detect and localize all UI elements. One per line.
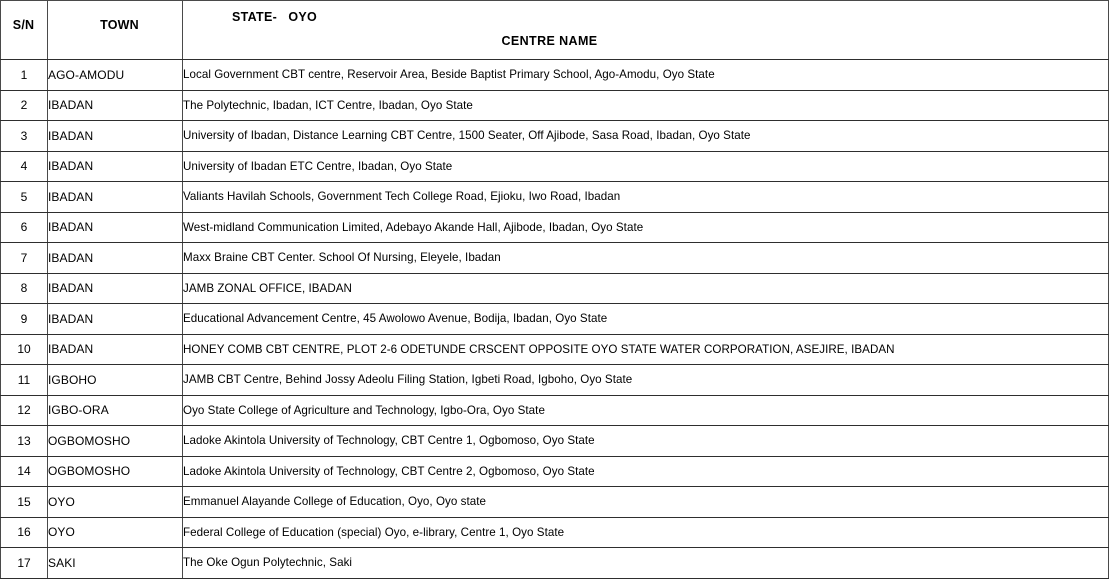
cell-town: OYO bbox=[48, 487, 183, 518]
cell-town: IGBO-ORA bbox=[48, 395, 183, 426]
cell-sn: 17 bbox=[1, 548, 48, 579]
cell-town: IBADAN bbox=[48, 212, 183, 243]
cell-sn: 15 bbox=[1, 487, 48, 518]
table-row bbox=[1, 517, 1109, 548]
table-row bbox=[1, 456, 1109, 487]
cell-town: OYO bbox=[48, 517, 183, 548]
cell-town: IBADAN bbox=[48, 151, 183, 182]
cell-sn: 12 bbox=[1, 395, 48, 426]
cell-centre-name: The Oke Ogun Polytechnic, Saki bbox=[183, 548, 1109, 579]
cell-town: SAKI bbox=[48, 548, 183, 579]
cell-sn: 10 bbox=[1, 334, 48, 365]
column-header-sn-label: S/N bbox=[12, 18, 35, 32]
column-header-sn bbox=[1, 1, 48, 60]
cell-centre-name: JAMB CBT Centre, Behind Jossy Adeolu Filing Station, Igbeti Road, Igboho, Oyo State bbox=[183, 365, 1109, 396]
table-row bbox=[1, 121, 1109, 152]
cell-sn: 1 bbox=[1, 60, 48, 91]
cell-sn: 8 bbox=[1, 273, 48, 304]
table-body bbox=[1, 60, 1109, 579]
cell-centre-name: Local Government CBT centre, Reservoir Area, Beside Baptist Primary School, Ago-Amodu, Oyo State bbox=[183, 60, 1109, 91]
cell-town: IBADAN bbox=[48, 121, 183, 152]
cell-town: OGBOMOSHO bbox=[48, 426, 183, 457]
cell-town: IBADAN bbox=[48, 243, 183, 274]
cell-centre-name: Oyo State College of Agriculture and Technology, Igbo-Ora, Oyo State bbox=[183, 395, 1109, 426]
table-row bbox=[1, 90, 1109, 121]
cell-town: OGBOMOSHO bbox=[48, 456, 183, 487]
table-row bbox=[1, 334, 1109, 365]
table-row bbox=[1, 487, 1109, 518]
table-row bbox=[1, 243, 1109, 274]
cell-centre-name: University of Ibadan, Distance Learning CBT Centre, 1500 Seater, Off Ajibode, Sasa Road, Ibadan, Oyo State bbox=[183, 121, 1109, 152]
cell-sn: 3 bbox=[1, 121, 48, 152]
cell-centre-name: Maxx Braine CBT Center. School Of Nursing, Eleyele, Ibadan bbox=[183, 243, 1109, 274]
column-header-town bbox=[48, 1, 183, 60]
cell-sn: 5 bbox=[1, 182, 48, 213]
cell-sn: 11 bbox=[1, 365, 48, 396]
cell-town: IBADAN bbox=[48, 90, 183, 121]
cell-town: IBADAN bbox=[48, 334, 183, 365]
table-row bbox=[1, 273, 1109, 304]
table-row bbox=[1, 212, 1109, 243]
cell-centre-name: HONEY COMB CBT CENTRE, PLOT 2-6 ODETUNDE CRSCENT OPPOSITE OYO STATE WATER CORPORATION, ASEJIRE, IBADAN bbox=[183, 334, 1109, 365]
cell-centre-name: Ladoke Akintola University of Technology, CBT Centre 2, Ogbomoso, Oyo State bbox=[183, 456, 1109, 487]
table-row bbox=[1, 395, 1109, 426]
column-header-centre-name bbox=[183, 1, 1109, 60]
cell-centre-name: The Polytechnic, Ibadan, ICT Centre, Ibadan, Oyo State bbox=[183, 90, 1109, 121]
cell-town: AGO-AMODU bbox=[48, 60, 183, 91]
cell-town: IBADAN bbox=[48, 304, 183, 335]
cell-centre-name: Emmanuel Alayande College of Education, Oyo, Oyo state bbox=[183, 487, 1109, 518]
cell-centre-name: JAMB ZONAL OFFICE, IBADAN bbox=[183, 273, 1109, 304]
cell-sn: 9 bbox=[1, 304, 48, 335]
cell-town: IBADAN bbox=[48, 182, 183, 213]
cell-centre-name: Federal College of Education (special) Oyo, e-library, Centre 1, Oyo State bbox=[183, 517, 1109, 548]
cell-centre-name: West-midland Communication Limited, Adebayo Akande Hall, Ajibode, Ibadan, Oyo State bbox=[183, 212, 1109, 243]
table-row bbox=[1, 60, 1109, 91]
cell-centre-name: Valiants Havilah Schools, Government Tech College Road, Ejioku, Iwo Road, Ibadan bbox=[183, 182, 1109, 213]
cell-centre-name: Ladoke Akintola University of Technology, CBT Centre 1, Ogbomoso, Oyo State bbox=[183, 426, 1109, 457]
cell-centre-name: Educational Advancement Centre, 45 Awolowo Avenue, Bodija, Ibadan, Oyo State bbox=[183, 304, 1109, 335]
cell-town: IBADAN bbox=[48, 273, 183, 304]
cell-town: IGBOHO bbox=[48, 365, 183, 396]
table-row bbox=[1, 548, 1109, 579]
header-row bbox=[1, 1, 1109, 60]
state-heading: STATE- OYO bbox=[232, 10, 318, 24]
cell-sn: 13 bbox=[1, 426, 48, 457]
table-row bbox=[1, 182, 1109, 213]
cell-sn: 6 bbox=[1, 212, 48, 243]
cell-sn: 14 bbox=[1, 456, 48, 487]
table-row bbox=[1, 304, 1109, 335]
table-row bbox=[1, 365, 1109, 396]
cell-sn: 7 bbox=[1, 243, 48, 274]
cell-sn: 2 bbox=[1, 90, 48, 121]
cell-sn: 4 bbox=[1, 151, 48, 182]
column-header-centre-name-label: CENTRE NAME bbox=[501, 34, 598, 48]
column-header-town-label: TOWN bbox=[100, 18, 139, 32]
table-row bbox=[1, 426, 1109, 457]
cell-centre-name: University of Ibadan ETC Centre, Ibadan, Oyo State bbox=[183, 151, 1109, 182]
table-row bbox=[1, 151, 1109, 182]
cell-sn: 16 bbox=[1, 517, 48, 548]
table-header bbox=[1, 1, 1109, 60]
